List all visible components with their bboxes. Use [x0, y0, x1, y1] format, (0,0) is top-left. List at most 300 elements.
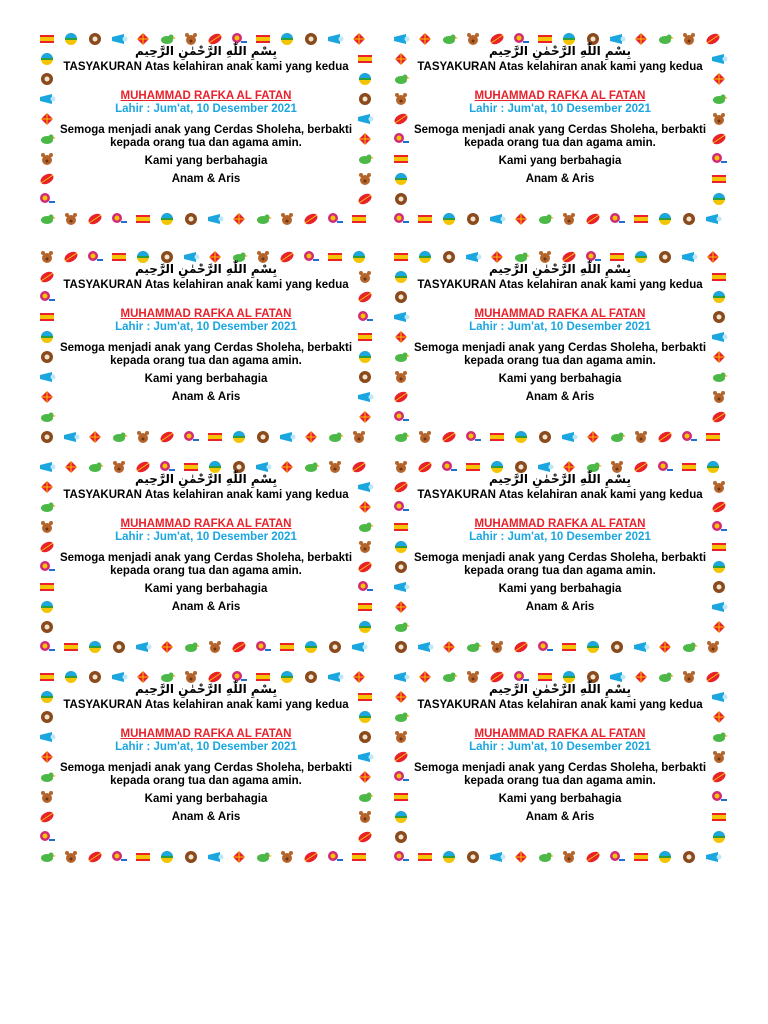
spinning-top-icon: [356, 730, 374, 744]
parents-names: Anam & Aris: [171, 601, 241, 613]
leaf-icon: [392, 480, 410, 494]
kite-icon: [38, 750, 56, 764]
teddy-bear-icon: [392, 92, 410, 106]
leaf-icon: [512, 640, 530, 654]
label-content: [412, 262, 708, 420]
happy-line: Kami yang berbahagia: [144, 155, 268, 167]
leaf-icon: [392, 750, 410, 764]
tasyakuran-label: [38, 670, 374, 864]
wish-line-2: kepada orang tua dan agama amin.: [110, 137, 302, 149]
lollipop-icon: [392, 132, 410, 146]
horn-icon: [206, 212, 224, 226]
ball-icon: [302, 640, 320, 654]
ball-icon: [86, 640, 104, 654]
horn-icon: [134, 640, 152, 654]
drum-icon: [392, 250, 410, 264]
basmala-text: بِسْمِ اللّٰهِ الرَّحْمٰنِ الرَّحِيم: [134, 44, 278, 58]
ball-icon: [392, 270, 410, 284]
bird-icon: [38, 410, 56, 424]
wish-line-2: kepada orang tua dan agama amin.: [464, 565, 656, 577]
ball-icon: [656, 212, 674, 226]
ball-icon: [710, 560, 728, 574]
kite-icon: [392, 330, 410, 344]
bird-icon: [182, 640, 200, 654]
teddy-bear-icon: [38, 152, 56, 166]
spinning-top-icon: [392, 830, 410, 844]
kite-icon: [38, 480, 56, 494]
teddy-bear-icon: [356, 172, 374, 186]
bird-icon: [254, 850, 272, 864]
wish-line-2: kepada orang tua dan agama amin.: [464, 775, 656, 787]
lollipop-icon: [392, 410, 410, 424]
lollipop-icon: [110, 212, 128, 226]
leaf-icon: [38, 810, 56, 824]
horn-icon: [488, 212, 506, 226]
tasyakuran-label: [392, 32, 728, 226]
bird-icon: [392, 430, 410, 444]
drum-icon: [560, 640, 578, 654]
bird-icon: [392, 710, 410, 724]
leaf-icon: [38, 270, 56, 284]
drum-icon: [62, 640, 80, 654]
lollipop-icon: [464, 430, 482, 444]
leaf-icon: [392, 390, 410, 404]
bird-icon: [464, 640, 482, 654]
ball-icon: [392, 540, 410, 554]
ball-icon: [356, 72, 374, 86]
ball-icon: [38, 600, 56, 614]
bird-icon: [392, 350, 410, 364]
leaf-icon: [356, 830, 374, 844]
tasyakuran-label: [392, 250, 728, 444]
parents-names: Anam & Aris: [525, 601, 595, 613]
teddy-bear-icon: [62, 212, 80, 226]
bird-icon: [392, 72, 410, 86]
lollipop-icon: [392, 500, 410, 514]
child-name: MUHAMMAD RAFKA AL FATAN: [474, 728, 646, 740]
horn-icon: [38, 370, 56, 384]
lollipop-icon: [356, 310, 374, 324]
spinning-top-icon: [254, 430, 272, 444]
spinning-top-icon: [464, 850, 482, 864]
drum-icon: [710, 540, 728, 554]
kite-icon: [38, 390, 56, 404]
birth-date: Lahir : Jum'at, 10 Desember 2021: [115, 741, 297, 753]
horn-icon: [356, 390, 374, 404]
leaf-icon: [392, 112, 410, 126]
tasyakuran-label: [38, 250, 374, 444]
horn-icon: [356, 112, 374, 126]
wish-line-2: kepada orang tua dan agama amin.: [110, 355, 302, 367]
lollipop-icon: [710, 520, 728, 534]
horn-icon: [710, 52, 728, 66]
drum-icon: [488, 430, 506, 444]
birth-date: Lahir : Jum'at, 10 Desember 2021: [469, 741, 651, 753]
wish-line-1: Semoga menjadi anak yang Cerdas Sholeha, berbakti: [413, 552, 707, 564]
label-content: [58, 44, 354, 202]
spinning-top-icon: [680, 212, 698, 226]
tasyakuran-heading: TASYAKURAN Atas kelahiran anak kami yang kedua: [417, 61, 703, 73]
label-content: [412, 472, 708, 630]
parents-names: Anam & Aris: [171, 811, 241, 823]
kite-icon: [230, 212, 248, 226]
teddy-bear-icon: [392, 370, 410, 384]
parents-names: Anam & Aris: [525, 391, 595, 403]
spinning-top-icon: [392, 560, 410, 574]
spinning-top-icon: [392, 290, 410, 304]
ball-icon: [158, 212, 176, 226]
basmala-text: بِسْمِ اللّٰهِ الرَّحْمٰنِ الرَّحِيم: [488, 682, 632, 696]
bird-icon: [254, 212, 272, 226]
kite-icon: [512, 850, 530, 864]
drum-icon: [416, 850, 434, 864]
happy-line: Kami yang berbahagia: [498, 793, 622, 805]
ball-icon: [356, 620, 374, 634]
drum-icon: [392, 152, 410, 166]
teddy-bear-icon: [356, 540, 374, 554]
bird-icon: [392, 620, 410, 634]
leaf-icon: [710, 500, 728, 514]
horn-icon: [350, 640, 368, 654]
birth-date: Lahir : Jum'at, 10 Desember 2021: [115, 103, 297, 115]
horn-icon: [38, 92, 56, 106]
kite-icon: [356, 410, 374, 424]
drum-icon: [704, 430, 722, 444]
child-name: MUHAMMAD RAFKA AL FATAN: [120, 728, 292, 740]
horn-icon: [710, 690, 728, 704]
tasyakuran-heading: TASYAKURAN Atas kelahiran anak kami yang kedua: [63, 279, 349, 291]
kite-icon: [512, 212, 530, 226]
bird-icon: [710, 92, 728, 106]
horn-icon: [392, 32, 410, 46]
leaf-icon: [158, 430, 176, 444]
teddy-bear-icon: [278, 212, 296, 226]
spinning-top-icon: [326, 640, 344, 654]
lollipop-icon: [38, 192, 56, 206]
drum-icon: [134, 850, 152, 864]
lollipop-icon: [110, 850, 128, 864]
leaf-icon: [710, 770, 728, 784]
tasyakuran-heading: TASYAKURAN Atas kelahiran anak kami yang kedua: [63, 61, 349, 73]
spinning-top-icon: [608, 640, 626, 654]
drum-icon: [350, 850, 368, 864]
kite-icon: [392, 600, 410, 614]
drum-icon: [392, 790, 410, 804]
kite-icon: [158, 640, 176, 654]
child-name: MUHAMMAD RAFKA AL FATAN: [474, 90, 646, 102]
happy-line: Kami yang berbahagia: [498, 155, 622, 167]
teddy-bear-icon: [710, 480, 728, 494]
wish-line-2: kepada orang tua dan agama amin.: [110, 565, 302, 577]
kite-icon: [302, 430, 320, 444]
tasyakuran-heading: TASYAKURAN Atas kelahiran anak kami yang kedua: [417, 279, 703, 291]
horn-icon: [38, 460, 56, 474]
spinning-top-icon: [710, 310, 728, 324]
leaf-icon: [86, 212, 104, 226]
leaf-icon: [302, 212, 320, 226]
drum-icon: [134, 212, 152, 226]
basmala-text: بِسْمِ اللّٰهِ الرَّحْمٰنِ الرَّحِيم: [134, 682, 278, 696]
birth-date: Lahir : Jum'at, 10 Desember 2021: [115, 321, 297, 333]
parents-names: Anam & Aris: [171, 173, 241, 185]
spinning-top-icon: [38, 72, 56, 86]
leaf-icon: [584, 850, 602, 864]
tasyakuran-heading: TASYAKURAN Atas kelahiran anak kami yang kedua: [63, 489, 349, 501]
bird-icon: [536, 850, 554, 864]
lollipop-icon: [680, 430, 698, 444]
basmala-text: بِسْمِ اللّٰهِ الرَّحْمٰنِ الرَّحِيم: [134, 262, 278, 276]
basmala-text: بِسْمِ اللّٰهِ الرَّحْمٰنِ الرَّحِيم: [488, 472, 632, 486]
horn-icon: [710, 330, 728, 344]
drum-icon: [710, 172, 728, 186]
bird-icon: [680, 640, 698, 654]
drum-icon: [356, 52, 374, 66]
bird-icon: [38, 850, 56, 864]
parents-names: Anam & Aris: [171, 391, 241, 403]
teddy-bear-icon: [560, 212, 578, 226]
kite-icon: [710, 620, 728, 634]
wish-line-2: kepada orang tua dan agama amin.: [464, 137, 656, 149]
bird-icon: [110, 430, 128, 444]
bird-icon: [356, 520, 374, 534]
kite-icon: [356, 770, 374, 784]
happy-line: Kami yang berbahagia: [498, 583, 622, 595]
kite-icon: [656, 640, 674, 654]
teddy-bear-icon: [632, 430, 650, 444]
drum-icon: [392, 520, 410, 534]
wish-line-1: Semoga menjadi anak yang Cerdas Sholeha, berbakti: [59, 552, 353, 564]
kite-icon: [710, 72, 728, 86]
horn-icon: [632, 640, 650, 654]
kite-icon: [392, 690, 410, 704]
teddy-bear-icon: [278, 850, 296, 864]
teddy-bear-icon: [356, 270, 374, 284]
ball-icon: [656, 850, 674, 864]
horn-icon: [392, 580, 410, 594]
lollipop-icon: [38, 290, 56, 304]
tasyakuran-heading: TASYAKURAN Atas kelahiran anak kami yang kedua: [63, 699, 349, 711]
horn-icon: [704, 212, 722, 226]
child-name: MUHAMMAD RAFKA AL FATAN: [120, 90, 292, 102]
leaf-icon: [710, 132, 728, 146]
teddy-bear-icon: [38, 520, 56, 534]
drum-icon: [38, 32, 56, 46]
horn-icon: [416, 640, 434, 654]
horn-icon: [278, 430, 296, 444]
ball-icon: [38, 52, 56, 66]
parents-names: Anam & Aris: [525, 811, 595, 823]
teddy-bear-icon: [38, 250, 56, 264]
leaf-icon: [38, 172, 56, 186]
label-content: [58, 472, 354, 630]
teddy-bear-icon: [206, 640, 224, 654]
ball-icon: [710, 290, 728, 304]
lollipop-icon: [38, 560, 56, 574]
basmala-text: بِسْمِ اللّٰهِ الرَّحْمٰنِ الرَّحِيم: [488, 44, 632, 58]
drum-icon: [278, 640, 296, 654]
kite-icon: [356, 132, 374, 146]
leaf-icon: [38, 540, 56, 554]
leaf-icon: [230, 640, 248, 654]
wish-line-1: Semoga menjadi anak yang Cerdas Sholeha, berbakti: [59, 762, 353, 774]
spinning-top-icon: [680, 850, 698, 864]
horn-icon: [356, 750, 374, 764]
drum-icon: [632, 212, 650, 226]
spinning-top-icon: [392, 192, 410, 206]
happy-line: Kami yang berbahagia: [144, 373, 268, 385]
leaf-icon: [356, 192, 374, 206]
wish-line-1: Semoga menjadi anak yang Cerdas Sholeha, berbakti: [413, 342, 707, 354]
bird-icon: [710, 730, 728, 744]
horn-icon: [704, 850, 722, 864]
ball-icon: [356, 710, 374, 724]
leaf-icon: [584, 212, 602, 226]
lollipop-icon: [392, 212, 410, 226]
spinning-top-icon: [182, 850, 200, 864]
kite-icon: [392, 52, 410, 66]
lollipop-icon: [326, 212, 344, 226]
label-content: [58, 682, 354, 840]
ball-icon: [230, 430, 248, 444]
teddy-bear-icon: [392, 460, 410, 474]
ball-icon: [158, 850, 176, 864]
kite-icon: [584, 430, 602, 444]
bird-icon: [356, 152, 374, 166]
wish-line-2: kepada orang tua dan agama amin.: [464, 355, 656, 367]
tasyakuran-label: [38, 32, 374, 226]
ball-icon: [356, 350, 374, 364]
birth-date: Lahir : Jum'at, 10 Desember 2021: [469, 103, 651, 115]
lollipop-icon: [392, 770, 410, 784]
child-name: MUHAMMAD RAFKA AL FATAN: [120, 518, 292, 530]
spinning-top-icon: [356, 370, 374, 384]
drum-icon: [416, 212, 434, 226]
ball-icon: [38, 690, 56, 704]
bird-icon: [608, 430, 626, 444]
teddy-bear-icon: [62, 850, 80, 864]
leaf-icon: [710, 410, 728, 424]
leaf-icon: [440, 430, 458, 444]
bird-icon: [326, 430, 344, 444]
spinning-top-icon: [38, 430, 56, 444]
birth-date: Lahir : Jum'at, 10 Desember 2021: [115, 531, 297, 543]
kite-icon: [710, 710, 728, 724]
happy-line: Kami yang berbahagia: [144, 793, 268, 805]
wish-line-1: Semoga menjadi anak yang Cerdas Sholeha, berbakti: [59, 124, 353, 136]
spinning-top-icon: [110, 640, 128, 654]
teddy-bear-icon: [416, 430, 434, 444]
drum-icon: [356, 330, 374, 344]
label-content: [58, 262, 354, 420]
horn-icon: [488, 850, 506, 864]
lollipop-icon: [38, 830, 56, 844]
bird-icon: [38, 212, 56, 226]
horn-icon: [392, 310, 410, 324]
ball-icon: [440, 850, 458, 864]
teddy-bear-icon: [560, 850, 578, 864]
lollipop-icon: [356, 580, 374, 594]
drum-icon: [206, 430, 224, 444]
horn-icon: [356, 480, 374, 494]
drum-icon: [710, 270, 728, 284]
spinning-top-icon: [38, 710, 56, 724]
horn-icon: [38, 730, 56, 744]
drum-icon: [38, 580, 56, 594]
parents-names: Anam & Aris: [525, 173, 595, 185]
bird-icon: [38, 132, 56, 146]
drum-icon: [356, 690, 374, 704]
ball-icon: [710, 830, 728, 844]
lollipop-icon: [38, 640, 56, 654]
ball-icon: [392, 172, 410, 186]
ball-icon: [710, 192, 728, 206]
kite-icon: [356, 500, 374, 514]
drum-icon: [38, 310, 56, 324]
leaf-icon: [356, 560, 374, 574]
teddy-bear-icon: [392, 730, 410, 744]
spinning-top-icon: [38, 350, 56, 364]
kite-icon: [38, 112, 56, 126]
leaf-icon: [86, 850, 104, 864]
happy-line: Kami yang berbahagia: [498, 373, 622, 385]
basmala-text: بِسْمِ اللّٰهِ الرَّحْمٰنِ الرَّحِيم: [134, 472, 278, 486]
ball-icon: [392, 810, 410, 824]
teddy-bear-icon: [704, 640, 722, 654]
bird-icon: [536, 212, 554, 226]
spinning-top-icon: [710, 580, 728, 594]
tasyakuran-heading: TASYAKURAN Atas kelahiran anak kami yang kedua: [417, 699, 703, 711]
wish-line-1: Semoga menjadi anak yang Cerdas Sholeha, berbakti: [59, 342, 353, 354]
label-content: [412, 682, 708, 840]
child-name: MUHAMMAD RAFKA AL FATAN: [120, 308, 292, 320]
lollipop-icon: [608, 212, 626, 226]
kite-icon: [710, 350, 728, 364]
horn-icon: [710, 600, 728, 614]
tasyakuran-label: [392, 670, 728, 864]
tasyakuran-heading: TASYAKURAN Atas kelahiran anak kami yang kedua: [417, 489, 703, 501]
lollipop-icon: [536, 640, 554, 654]
drum-icon: [38, 670, 56, 684]
child-name: MUHAMMAD RAFKA AL FATAN: [474, 518, 646, 530]
kite-icon: [230, 850, 248, 864]
leaf-icon: [302, 850, 320, 864]
kite-icon: [440, 640, 458, 654]
horn-icon: [206, 850, 224, 864]
ball-icon: [512, 430, 530, 444]
wish-line-2: kepada orang tua dan agama amin.: [110, 775, 302, 787]
lollipop-icon: [326, 850, 344, 864]
ball-icon: [38, 330, 56, 344]
lollipop-icon: [710, 152, 728, 166]
wish-line-1: Semoga menjadi anak yang Cerdas Sholeha, berbakti: [413, 124, 707, 136]
drum-icon: [632, 850, 650, 864]
spinning-top-icon: [356, 92, 374, 106]
drum-icon: [350, 212, 368, 226]
ball-icon: [440, 212, 458, 226]
bird-icon: [356, 790, 374, 804]
horn-icon: [62, 430, 80, 444]
birth-date: Lahir : Jum'at, 10 Desember 2021: [469, 531, 651, 543]
spinning-top-icon: [536, 430, 554, 444]
drum-icon: [356, 600, 374, 614]
teddy-bear-icon: [134, 430, 152, 444]
bird-icon: [38, 770, 56, 784]
kite-icon: [86, 430, 104, 444]
spinning-top-icon: [464, 212, 482, 226]
happy-line: Kami yang berbahagia: [144, 583, 268, 595]
teddy-bear-icon: [710, 750, 728, 764]
bird-icon: [710, 370, 728, 384]
